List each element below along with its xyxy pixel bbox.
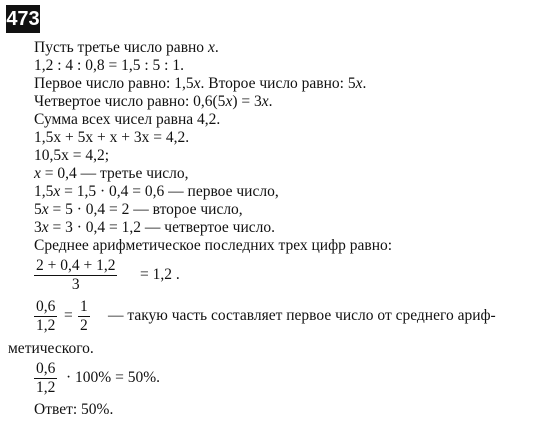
line-sum-statement: Сумма всех чисел равна 4,2. [34,111,221,128]
fraction-denominator: 2 [80,317,88,334]
line-continuation: метического. [8,340,94,357]
line-fourth: Четвертое число равно: 0,6(5x) = 3x. [34,93,273,110]
percent-result: · 100% = 50%. [66,369,160,386]
fraction-numerator: 0,6 [36,360,56,377]
line-assumption: Пусть третье число равно x. [34,39,219,56]
line-equation: 1,5x + 5x + x + 3x = 4,2. [34,129,190,146]
line-first-second: Первое число равно: 1,5x. Второе число равно: 5x. [34,75,367,92]
line-second-number: 5x = 5 · 0,4 = 2 — второе число, [34,201,243,218]
fraction-denominator: 1,2 [36,317,56,334]
line-mean-statement: Среднее арифметическое последних трех цифр равно: [34,237,393,254]
fraction-numerator: 0,6 [36,298,56,315]
fraction-denominator: 1,2 [36,379,56,396]
line-first-number: 1,5x = 1,5 · 0,4 = 0,6 — первое число, [34,183,279,200]
line-ratio: 1,2 : 4 : 0,8 = 1,5 : 5 : 1. [34,57,184,74]
answer: Ответ: 50%. [34,401,114,418]
equals-sign: = [64,307,73,324]
line-third-number: x = 0,4 — третье число, [34,165,189,182]
ratio-explanation: — такую часть составляет первое число от среднего ариф- [108,307,496,324]
problem-number: 473 [6,5,40,33]
fraction-mean [34,257,117,294]
mean-result: = 1,2 . [140,266,180,283]
line-simplified: 10,5x = 4,2; [34,147,110,164]
fraction-numerator: 2 + 0,4 + 1,2 [36,257,116,274]
fraction-denominator: 3 [71,276,80,293]
fraction-half [78,298,90,335]
fraction-ratio [34,298,57,335]
fraction-percent [34,360,57,397]
line-fourth-number: 3x = 3 · 0,4 = 1,2 — четвертое число. [34,219,275,236]
fraction-numerator: 1 [80,298,88,315]
